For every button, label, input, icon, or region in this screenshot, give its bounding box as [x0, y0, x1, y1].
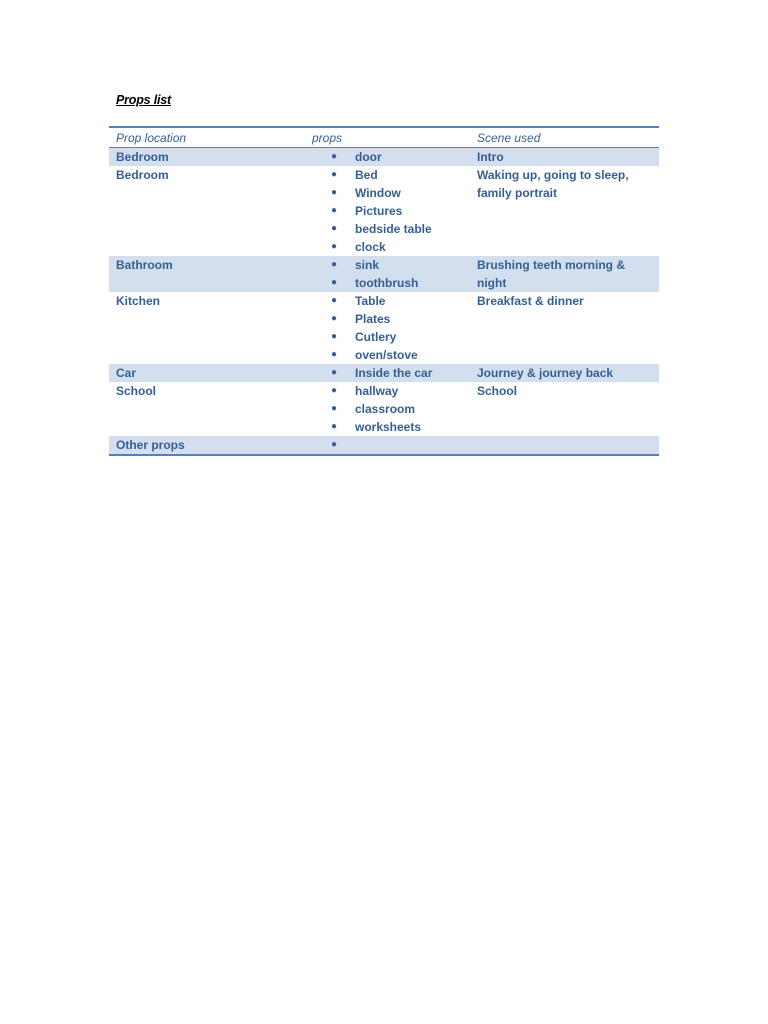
prop-location-cell: Kitchen	[116, 294, 161, 308]
bullet-icon: ●	[331, 421, 338, 432]
prop-list-item	[305, 184, 463, 202]
prop-name: Cutlery	[355, 330, 397, 344]
prop-name: oven/stove	[355, 348, 418, 362]
bullet-icon: ●	[331, 367, 338, 378]
prop-name: hallway	[355, 384, 399, 398]
prop-name: Window	[355, 186, 401, 200]
table-row	[109, 166, 659, 256]
prop-name: worksheets	[355, 420, 422, 434]
prop-location-cell: Bathroom	[109, 256, 305, 292]
prop-location-cell: Bedroom	[109, 148, 305, 167]
props-list	[305, 148, 463, 166]
props-cell	[305, 148, 470, 167]
scene-used-cell: Journey & journey back	[470, 364, 659, 382]
props-cell	[305, 436, 470, 455]
prop-list-item	[305, 328, 463, 346]
prop-name: bedside table	[355, 222, 432, 236]
props-list	[305, 436, 463, 454]
prop-list-item	[305, 256, 463, 274]
prop-list-item	[305, 382, 463, 400]
bullet-icon: ●	[331, 187, 338, 198]
props-table	[109, 126, 659, 456]
bullet-icon: ●	[331, 223, 338, 234]
props-list	[305, 382, 463, 436]
prop-location-cell: Other props	[109, 436, 305, 455]
header-props-label: props	[312, 131, 343, 145]
prop-name: toothbrush	[355, 276, 419, 290]
prop-list-item	[305, 310, 463, 328]
table-row	[109, 148, 659, 167]
props-cell	[305, 292, 470, 364]
scene-used-cell: Breakfast & dinner	[477, 294, 584, 308]
prop-list-item	[305, 400, 463, 418]
scene-used-cell: Waking up, going to sleep, family portrait	[477, 168, 629, 200]
bullet-icon: ●	[331, 331, 338, 342]
prop-name: Inside the car	[355, 366, 433, 380]
bullet-icon: ●	[331, 349, 338, 360]
scene-used-cell: Brushing teeth morning & night	[470, 256, 659, 292]
scene-used-cell	[470, 436, 659, 455]
bullet-icon: ●	[331, 313, 338, 324]
bullet-icon: ●	[331, 241, 338, 252]
prop-name: Table	[355, 294, 386, 308]
document-title: Props list	[116, 93, 171, 107]
prop-list-item	[305, 238, 463, 256]
prop-name: Bed	[355, 168, 378, 182]
prop-name: Plates	[355, 312, 391, 326]
props-list	[305, 292, 463, 364]
prop-list-item	[305, 292, 463, 310]
prop-name: classroom	[355, 402, 416, 416]
prop-location-cell: Bedroom	[116, 168, 169, 182]
props-cell	[305, 256, 470, 292]
props-list	[305, 166, 463, 256]
bullet-icon: ●	[331, 205, 338, 216]
prop-location-cell: Car	[109, 364, 305, 382]
scene-used-cell: Intro	[470, 148, 659, 167]
table-header-row	[109, 127, 659, 148]
table-row	[109, 436, 659, 455]
prop-name: door	[355, 150, 382, 164]
prop-name: sink	[355, 258, 380, 272]
prop-name: Pictures	[355, 204, 403, 218]
props-cell	[305, 166, 470, 256]
props-list	[305, 364, 463, 382]
bullet-icon: ●	[331, 385, 338, 396]
prop-list-item	[305, 436, 463, 454]
prop-list-item	[305, 364, 463, 382]
props-cell	[305, 364, 470, 382]
bullet-icon: ●	[331, 295, 338, 306]
scene-used-cell: School	[477, 384, 518, 398]
table-row	[109, 382, 659, 436]
prop-list-item	[305, 166, 463, 184]
bullet-icon: ●	[331, 259, 338, 270]
table-row	[109, 292, 659, 364]
prop-list-item	[305, 220, 463, 238]
prop-list-item	[305, 346, 463, 364]
bullet-icon: ●	[331, 169, 338, 180]
bullet-icon: ●	[331, 277, 338, 288]
prop-list-item	[305, 202, 463, 220]
props-list	[305, 256, 463, 292]
prop-list-item	[305, 274, 463, 292]
header-props	[305, 127, 470, 148]
prop-list-item	[305, 418, 463, 436]
bullet-icon: ●	[331, 151, 338, 162]
header-prop-location: Prop location	[116, 131, 187, 145]
prop-name: clock	[355, 240, 386, 254]
prop-list-item	[305, 148, 463, 166]
table-body	[109, 148, 659, 456]
props-cell	[305, 382, 470, 436]
table-row	[109, 256, 659, 292]
bullet-icon: ●	[331, 439, 338, 450]
header-scene-used: Scene used	[477, 131, 541, 145]
prop-location-cell: School	[116, 384, 157, 398]
bullet-icon: ●	[331, 403, 338, 414]
table-row	[109, 364, 659, 382]
